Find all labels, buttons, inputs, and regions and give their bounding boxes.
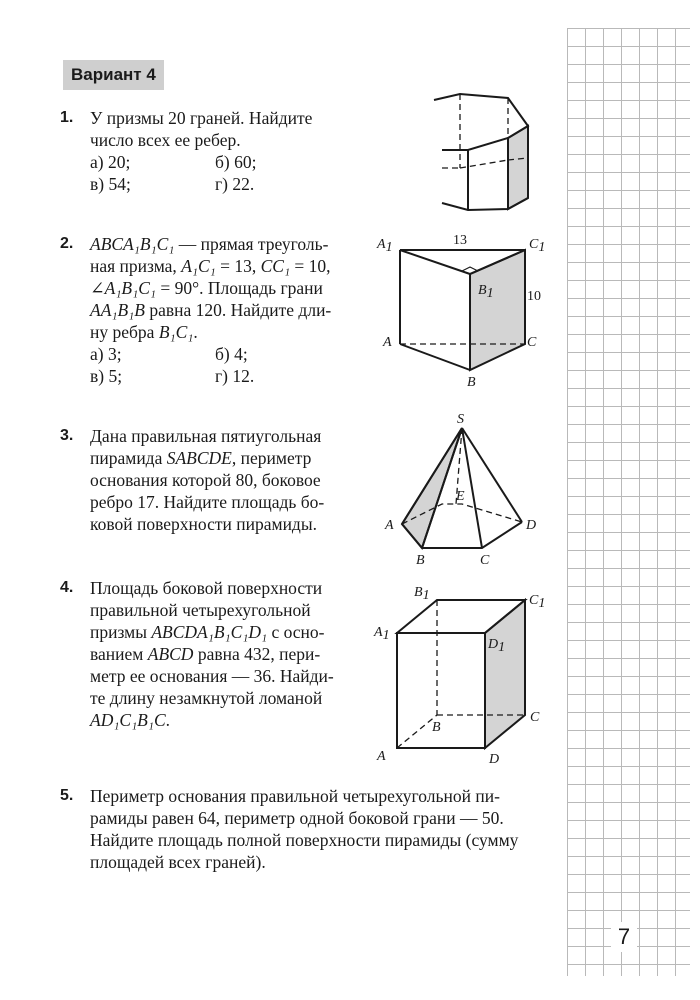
task-text-line: У призмы 20 граней. Найдите	[90, 108, 313, 128]
task-number: 1.	[60, 109, 74, 126]
edge-ab	[400, 344, 470, 370]
text: равна 120. Найдите дли-	[144, 300, 332, 320]
task-text-line	[90, 447, 390, 469]
answer-option: а) 20;	[90, 152, 131, 172]
lateral-edge-sc	[462, 428, 482, 548]
task-number: 3.	[60, 427, 74, 444]
text: — прямая треуголь-	[174, 234, 329, 254]
label-D: D	[526, 518, 537, 533]
task-text-line: площадей всех граней).	[90, 852, 266, 872]
task-text-line: основания которой 80, боковое	[90, 470, 321, 490]
math-expression: AD₁C₁B₁C	[90, 710, 166, 730]
task-number: 4.	[60, 579, 74, 596]
text: ванием	[90, 644, 148, 664]
label-B: B	[416, 553, 425, 568]
label-C: C	[527, 335, 537, 350]
vertex-letter: A	[377, 237, 386, 252]
label-B1	[414, 585, 430, 603]
shaded-face	[402, 428, 462, 548]
prism-front-face	[397, 633, 485, 748]
right-angle-mark	[462, 267, 478, 271]
math-expression: ABCD	[147, 644, 194, 664]
task-text-line: правильной четырехугольной	[90, 600, 311, 620]
task-text-line	[90, 277, 390, 299]
vertex-index: 1	[422, 588, 430, 603]
task-text-line: те длину незамкнутой ломаной	[90, 688, 323, 708]
variant-header: Вариант 4	[63, 60, 164, 90]
task-text-line: ребро 17. Найдите площадь бо-	[90, 492, 325, 512]
pyramid-figure-3	[380, 410, 550, 570]
text: .	[193, 322, 198, 342]
answer-option: б) 60;	[215, 152, 257, 172]
math-expression: CC₁	[260, 256, 291, 276]
label-E: E	[456, 489, 465, 504]
vertex-letter: D	[488, 637, 499, 652]
shaded-face	[470, 250, 525, 370]
task-text-line	[90, 709, 390, 731]
task-text-line: Площадь боковой поверхности	[90, 578, 323, 598]
label-C: C	[530, 710, 540, 725]
task-text-line: Периметр основания правильной четырехугольной пи-	[90, 786, 500, 806]
math-expression: AA₁B₁B	[90, 300, 145, 320]
task-text-line: рамиды равен 64, периметр одной боковой грани — 50.	[90, 808, 504, 828]
label-A: A	[383, 335, 392, 350]
task-text-line	[90, 621, 390, 643]
text: = 13,	[215, 256, 261, 276]
text: ная призма,	[90, 256, 182, 276]
length-label-10: 10	[527, 289, 541, 304]
task-number: 2.	[60, 235, 74, 252]
label-A: A	[377, 749, 386, 764]
label-D: D	[489, 752, 500, 767]
math-expression: ABCA₁B₁C₁	[90, 234, 175, 254]
text: .	[165, 710, 170, 730]
text: призмы	[90, 622, 152, 642]
lateral-edge-sd	[462, 428, 522, 522]
task-text-line: Дана правильная пятиугольная	[90, 426, 322, 446]
vertex-letter: B	[478, 283, 487, 298]
vertex-letter: C	[529, 593, 539, 608]
prism-figure-4	[372, 578, 552, 768]
task-text-line: метр ее основания — 36. Найди-	[90, 666, 334, 686]
label-C1	[529, 237, 545, 255]
text: равна 432, пери-	[193, 644, 321, 664]
vertex-letter: B	[414, 585, 423, 600]
math-expression: B₁C₁	[158, 322, 194, 342]
answer-option: г) 22.	[215, 174, 255, 194]
answer-option: г) 12.	[215, 366, 255, 386]
task-text-line: число всех ее ребер.	[90, 130, 241, 150]
answer-option: в) 5;	[90, 366, 123, 386]
answer-option: а) 3;	[90, 344, 122, 364]
label-A1	[373, 625, 390, 643]
vertex-letter: A	[374, 625, 383, 640]
page-number: 7	[611, 922, 637, 952]
label-A1	[376, 237, 393, 255]
task-text-line	[90, 321, 390, 343]
text: = 10,	[290, 256, 331, 276]
label-C1	[529, 593, 545, 611]
task-text-line	[90, 299, 390, 321]
task-text-line	[90, 643, 390, 665]
vertex-index: 1	[538, 596, 546, 611]
label-A: A	[385, 518, 394, 533]
text: , периметр	[231, 448, 312, 468]
math-expression: SABCDE	[166, 448, 232, 468]
task-text-line: Найдите площадь полной поверхности пирамиды (сумму	[90, 830, 519, 850]
label-C: C	[480, 553, 490, 568]
vertex-letter: C	[529, 237, 539, 252]
text: с осно-	[267, 622, 325, 642]
prism-figure-1	[420, 88, 560, 218]
vertex-index: 1	[385, 240, 393, 255]
math-expression: A₁C₁	[181, 256, 216, 276]
label-B: B	[432, 720, 441, 735]
vertex-index: 1	[538, 240, 546, 255]
vertex-index: 1	[498, 640, 506, 655]
shaded-face	[485, 600, 525, 748]
prism-figure-2	[375, 228, 555, 393]
graph-paper-margin	[567, 28, 690, 976]
task-text-line	[90, 233, 390, 255]
text: ну ребра	[90, 322, 159, 342]
task-text-line	[90, 255, 390, 277]
hidden-edge-ab	[397, 715, 437, 748]
label-B: B	[467, 375, 476, 390]
vertex-index: 1	[486, 286, 494, 301]
answer-option: в) 54;	[90, 174, 131, 194]
task-text-line: ковой поверхности пирамиды.	[90, 514, 317, 534]
label-S: S	[457, 412, 464, 427]
text: пирамида	[90, 448, 167, 468]
math-expression: ABCDA₁B₁C₁D₁	[151, 622, 268, 642]
math-expression: ∠A₁B₁C₁	[90, 278, 156, 298]
answer-option: б) 4;	[215, 344, 248, 364]
task-number: 5.	[60, 787, 74, 804]
length-label-13: 13	[453, 233, 467, 248]
shaded-face	[508, 126, 528, 209]
text: = 90°. Площадь грани	[155, 278, 323, 298]
vertex-index: 1	[382, 628, 390, 643]
